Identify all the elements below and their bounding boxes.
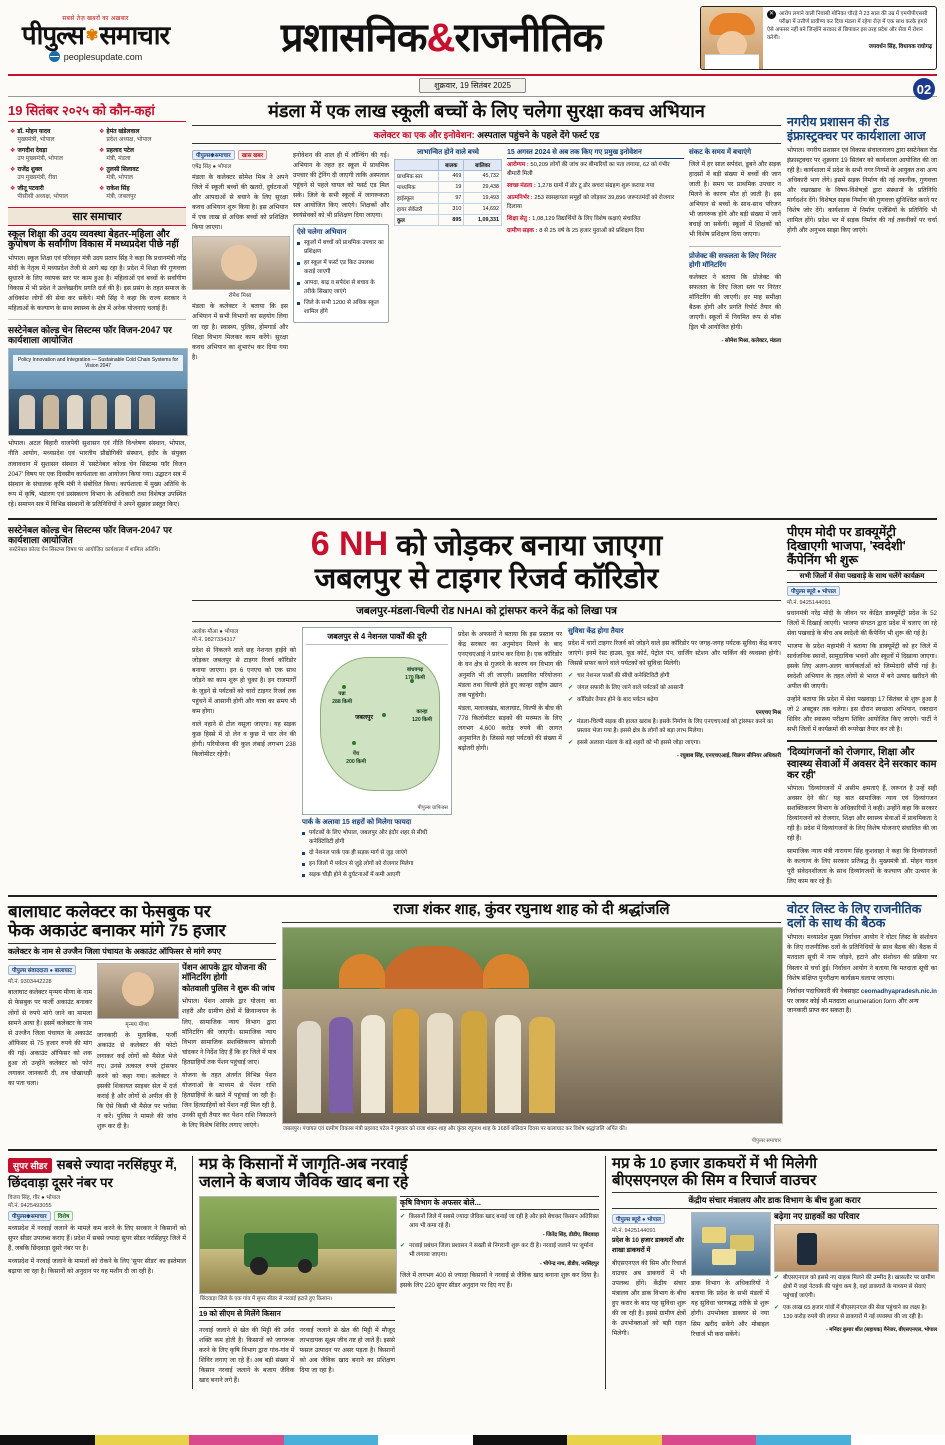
table-row: माध्यमिक 19 29,438 xyxy=(395,182,502,193)
balaghat-headline-1: बालाघाट कलेक्टर का फेसबुक पर xyxy=(8,902,211,922)
subhead-prefix: कलेक्टर का एक और इनोवेशन: xyxy=(373,130,475,141)
left-story2-headline: सस्टेनेबल कोल्ड चेन सिस्टम्स फॉर विजन-2047 पर कार्यशाला आयोजित xyxy=(8,325,172,346)
website-label: निर्वाचन पदाधिकारी की वेबसाइट xyxy=(787,987,860,995)
list-item: हर स्कूल में फर्स्ट एड किट उपलब्ध कराई जाएगी xyxy=(297,259,385,277)
seeder-mobile: मो.नं. 9425493055 xyxy=(8,1203,52,1210)
list-item: शिक्षा सेतु : 1,08,129 विद्यार्थियों के लिए विशेष कक्षाएं संचालित xyxy=(507,216,641,223)
lead-col-1 xyxy=(192,627,296,882)
list-item: स्कूलों में बच्चों को प्राथमिक उपचार का प्रशिक्षण xyxy=(297,239,385,257)
mid-top-headline: मंडला में एक लाख स्कूली बच्चों के लिए चलेगा सुरक्षा कवच अभियान xyxy=(268,101,705,121)
quote-sign: - जितेंद्र सिंह, डीडीए, छिंदवाड़ा xyxy=(542,1231,599,1238)
risk-text: जिले में हर साल सर्पदंश, डूबने और सड़क हादसों में बड़ी संख्या में बच्चों की जान जाती है। समय पर प्राथमिक उपचार न मिलने के कारण मौत हो जाती है। इस अभियान से बच्चों के साथ-साथ परिजन भी जागरूक होंगे और बड़ी संख्या में जानें बचाई जा सकेंगी। स्कूलों में शिक्षकों को भी विशेष प्रशिक्षण दिया जाएगा। xyxy=(689,161,781,239)
list-item xyxy=(97,145,186,164)
list-item xyxy=(97,126,186,145)
mid-text-2: इनोवेशन की शाल ही में लॉन्चिंग की गई। अभियान के तहत हर स्कूल में प्राथमिक उपचार की ट्रेनिंग दी जाएगी ताकि अस्पताल पहुंचने से पहले घायल को फर्स्ट एड मिल सके। जिले के सभी स्कूलों में जागरूकता सत्र आयोजित किए जाएंगे। शिक्षकों और स्वयंसेवकों को भी प्रशिक्षण दिया जाएगा। xyxy=(293,152,389,220)
masthead-logo-block xyxy=(8,14,183,62)
bullet-icon: ❖ xyxy=(10,186,16,193)
map-label-jabalpur: जबलपुर xyxy=(355,715,373,722)
politician-photo xyxy=(701,7,763,69)
reg-yellow-2 xyxy=(567,1435,662,1445)
website-line[interactable] xyxy=(8,51,183,62)
quote-sign: - भीपेन्द्र नाथ, डीडीए, नरसिंहपुर xyxy=(540,1260,599,1267)
list-item: ✔ इससे अलावा मंडला के बड़े शहरों को भी इससे जोड़ा जाएगा। xyxy=(568,739,781,748)
byline-tag: पीपुल्स✾समाचार xyxy=(192,150,235,160)
farm-photo xyxy=(199,1196,397,1294)
list-item xyxy=(8,145,97,164)
reg-cyan-2 xyxy=(756,1435,851,1445)
mid-top-body xyxy=(192,148,781,366)
sar-samachar-bar: सार समाचार xyxy=(8,207,186,226)
mid-band xyxy=(8,902,937,1143)
bullet-icon: ❖ xyxy=(99,186,105,193)
bsnl-block xyxy=(605,1156,937,1390)
tribute-photo xyxy=(282,927,783,1124)
collector-portrait xyxy=(97,963,179,1019)
table-row: कुल 895 1,09,331 xyxy=(395,215,502,226)
organic-right-col xyxy=(400,1196,599,1390)
list-item: ग्रामीण सड़क : 8 से 25 वर्ष के 25 हजार युवाओं को प्रशिक्षण दिया xyxy=(507,228,645,235)
th-blank xyxy=(395,160,439,171)
mid-col-3 xyxy=(394,148,502,366)
person-place: पीसीसी अध्यक्ष, भोपाल xyxy=(17,194,68,201)
pension-text-2: योजना के तहत अंतर्गत विभिन्न पेंशन योजनाओं के माध्यम से पेंशन राशि हितग्राहियों के खाते में पहुंचाई जा रही है। जिन हितग्राहियों को पेंशन नहीं मिल रही है, उनकी सूची तैयार कर पेंशन राशि निकालने के लिए विशेष शिविर लगाए जाएंगे। xyxy=(182,1071,276,1129)
seeder-text-1: मध्यप्रदेश में नरवाई जलाने के मामले कम करने के लिए सरकार ने किसानों को सुपर सीडर उपलब्ध कराए हैं। प्रदेश में सबसे ज्यादा सुपर सीडर नरसिंहपुर जिले में हैं, जबकि छिंदवाड़ा दूसरे नंबर पर है। xyxy=(8,1225,186,1253)
organic-headline-2: जलाने के बजाय जैविक खाद बना रहे xyxy=(199,1173,409,1191)
subhead-text: अस्पताल पहुंचने के पहले देंगे फर्स्ट एड xyxy=(477,130,600,141)
voter-text: भोपाल। मध्यप्रदेश मुख्य निर्वाचन आयोग ने वोटर लिस्ट के संशोधन के लिए राजनीतिक दलों के प्रतिनिधियों के साथ बैठक की। बैठक में मतदाता सूची में नाम जोड़ने, हटाने और संशोधन की प्रक्रिया पर विस्तार से चर्चा हुई। निर्वाचन आयोग ने बताया कि मतदाता सूची का विशेष संक्षिप्त पुनरीक्षण कार्यक्रम चलाया जाएगा। xyxy=(787,934,937,982)
list-item xyxy=(8,184,97,203)
organic-text-1: नरवाई जलाने से खेत की मिट्टी की उर्वरा शक्ति कम होती है। किसानों को जागरूक करने के लिए कृषि विभाग द्वारा गांव-गांव में शिविर लगाए जा रहे हैं। अब बड़ी संख्या में किसान नरवाई जलाने के बजाय जैविक खाद बनाने लगे हैं। xyxy=(199,1327,295,1385)
farm-photo-caption: छिंदवाड़ा जिले के एक गांव में सुपर सीडर से नरवाई हटाते हुए किसान। xyxy=(200,1295,333,1302)
balaghat-headline-2: फेक अकाउंट बनाकर मांगे 75 हजार xyxy=(8,921,226,941)
project-text: कलेक्टर ने बताया कि प्रोजेक्ट की सफलता के लिए जिला स्तर पर निरंतर मॉनिटरिंग की जाएगी। हर माह समीक्षा बैठक होगी और प्रगति रिपोर्ट तैयार की जाएगी। स्कूलों में नियमित रूप से मॉक ड्रिल भी आयोजित होगी। xyxy=(689,273,781,331)
promo-text: आरोप लगाने वाली निवासी मोनिका चौरड़े ने 23 साल की उम्र में एमपीपीएससी परीक्षा में उत्तीर्ण प्रावीण्य कर दिया मंडला में रहेगा रोज़ में एक साथ करके हमारे ऐसे अफसर नहीं बने जिन्होंने सरकार से छिपाकर इस तरह प्रदेश और सेवा में रोशन करेगी। xyxy=(767,11,928,42)
bsnl-text-1: बीएसएनएल की सिम और रिचार्ज वाउचर अब डाकघरों में भी उपलब्ध होंगे। केंद्रीय संचार मंत्रालय और डाक विभाग के बीच हुए करार के बाद यह सुविधा शुरू की जा रही है। इससे ग्रामीण क्षेत्रों के उपभोक्ताओं को बड़ी राहत मिलेगी। xyxy=(612,1259,686,1337)
tribute-headline: राजा शंकर शाह, कुंवर रघुनाथ शाह को दी श्रद्धांजलि xyxy=(282,902,781,923)
photo-credit: पीपुल्स समाचार xyxy=(751,1137,781,1144)
lead-section xyxy=(8,525,937,891)
organic-body xyxy=(199,1196,599,1390)
bsnl-headline-2: बीएसएनएल की सिम व रिचार्ज वाउचर xyxy=(612,1171,817,1189)
logo-sub: समाचार xyxy=(99,20,170,50)
bsnl-signature: - मनिंदर कुमार शीत (सहायक) मैनेजर, बीएसएनएल, भोपाल xyxy=(826,1326,937,1333)
reporter-mobile: मो.नं. 9303442228 xyxy=(8,979,52,986)
list-item: ✔ कॉरिडोर तैयार होने के बाद पर्यटन बढ़ेगा xyxy=(568,696,781,705)
left-story2-text: भोपाल। अटल बिहारी वाजपेयी सुशासन एवं नीति विश्लेषण संस्थान, भोपाल, नीति आयोग, मध्यप्रदेश एवं भारतीय प्रौद्योगिकी संस्थान, इंदौर के संयुक्त तत्वावधान में सुशासन संस्थान में 'सस्टेनेबल कोल्ड चेन सिस्टम्स फॉर विजन 2047' विषय पर एक दिवसीय कार्यशाला का आयोजन किया गया। उद्घाटन सत्र में संस्थान के संचालक कृषि मंत्री ने संबोधित किया। कार्यशाला में मुख्य अतिथि के रूप में कृषि, भंडारण एवं प्रसंस्करण विभाग के अधिकारी तथा विशेषज्ञ उपस्थित रहे। समापन सत्र में विभिन्न संस्थानों के प्रतिनिधियों ने अपने सुझाव प्रस्तुत किए। xyxy=(8,440,186,508)
divider xyxy=(8,319,186,320)
list-item xyxy=(8,126,97,145)
bsnl-points xyxy=(774,1274,937,1322)
lead-right-column xyxy=(787,525,937,891)
list-item: इन जिलों में पर्यटन से जुड़े लोगों को रोजगार मिलेगा xyxy=(302,860,452,869)
modi-doc-headline: पीएम मोदी पर डाक्यूमेंट्री दिखाएगी भाजपा, 'स्वदेशी' कैंपेनिंग भी शुरू xyxy=(787,524,906,567)
balaghat-col-1 xyxy=(8,963,92,1134)
organic-text-3: जिले में लगभग 400 से ज्यादा किसानों ने नरवाई से जैविक खाद बनाना शुरू कर दिया है। इसके लिए 220 सुपर सीडर अनुदान पर दिए गए हैं। xyxy=(400,1271,599,1289)
photo-caption: रोमेश मिश्रा xyxy=(228,293,252,300)
list-item: ✔ मंडला-चिल्पी सड़क की हालत खराब है। इसके निर्माण के लिए एनएचएआई को ट्रांसफर करने का प्रस्ताव भेजा गया है। इससे क्षेत्र के लोगों को बड़ा लाभ मिलेगा। xyxy=(568,718,781,736)
pension-subhead: कोतवाली पुलिस ने शुरू की जांच xyxy=(182,984,275,994)
seeder-badge-row xyxy=(8,1156,186,1174)
voter-website-block[interactable] xyxy=(787,987,937,1017)
person-place: मंत्री, मंडला xyxy=(106,155,131,162)
beneficiary-table-title: लाभान्वित होने वाले बच्चे xyxy=(417,149,479,157)
innovation-title: 15 अगस्त 2024 से अब तक किए गए प्रमुख इनोवेशन xyxy=(507,148,684,159)
person-place: उप मुख्यमंत्री, रीवा xyxy=(17,174,58,181)
project-signature: - सोमेश मिश्रा, कलेक्टर, मंडला xyxy=(721,337,781,344)
table-row: हायर सेकेंडरी 310 14,692 xyxy=(395,204,502,215)
bsnl-body xyxy=(612,1212,937,1342)
table-row: हाईस्कूल 97 19,493 xyxy=(395,193,502,204)
list-item: सड़क चौड़ी होने से दुर्घटनाओं में कमी आएगी xyxy=(302,871,452,880)
right-top-headline: नगरीय प्रशासन की रोड इंफ्रास्ट्रक्चर पर कार्यशाला आज xyxy=(787,115,926,143)
lead-body xyxy=(192,627,781,882)
lead-head-rest: को जोड़कर बनाया जाएगा xyxy=(396,529,663,562)
bottom-band xyxy=(8,1156,937,1390)
byline xyxy=(612,1214,686,1224)
lead-map-col xyxy=(302,627,452,882)
reg-black-2 xyxy=(473,1435,568,1445)
table-header-row xyxy=(395,160,502,171)
lead-nh-count: 6 NH xyxy=(310,524,389,563)
byline: पीपुल्स✾समाचार विशेष xyxy=(8,1211,186,1221)
mid-col-4 xyxy=(507,148,684,366)
mid-text-1: मंडला के कलेक्टर सोमेश मिश्र ने अपने जिले में स्कूली बच्चों की खतरों, दुर्घटनाओं और आपदाओं से बचाने के लिए सुरक्षा कवच अभियान शुरू किया है। इस अभियान में एक लाख से अधिक बच्चों को प्रशिक्षित किया जाएगा। xyxy=(192,174,288,232)
modi-text-1: प्रधानमंत्री नरेंद्र मोदी के जीवन पर केंद्रित डाक्यूमेंट्री प्रदेश के 52 जिलों में दिखाई जाएगी। भाजपा संगठन द्वारा प्रदेश में चलाए जा रहे सेवा पखवाड़े के बीच अब स्वदेशी की कैंपेनिंग भी शुरू की गई है। xyxy=(787,609,937,637)
person-name: राकेश सिंह xyxy=(106,186,130,193)
mid-col-2 xyxy=(293,148,389,366)
organic-sub-left: 19 को सीएम से मिलेंगे किसान xyxy=(199,1307,395,1321)
dateline-date: शुक्रवार, 19 सितंबर 2025 xyxy=(419,78,526,93)
pension-block xyxy=(182,963,276,1134)
seeder-reporter: विजय सिंह, गौर ● भोपाल xyxy=(8,1195,60,1202)
map-label-bandhavgarh: बांधवगढ़ 170 किमी xyxy=(405,667,425,682)
campaign-points xyxy=(297,239,385,317)
person-place: मंत्री, भोपाल xyxy=(106,174,133,181)
person-name: हेमंत खंडेलवाल xyxy=(106,128,140,135)
masthead-kicker: सबसे तेज़ खबरों का अख़बार xyxy=(62,16,129,22)
seeder-block xyxy=(8,1156,186,1390)
list-item: दो नेशनल पार्क एक ही सड़क मार्ग से जुड़ जाएंगे xyxy=(302,849,452,858)
lead-left-spacer xyxy=(8,525,186,891)
reporter-mobile: मो.नं. 9425144091 xyxy=(612,1228,656,1235)
list-item: ✔ जंगल सफारी के लिए जाने वाले पर्यटकों को आसानी xyxy=(568,684,781,693)
th-boys: बालक xyxy=(439,160,464,171)
mid-col-1 xyxy=(192,148,288,366)
masthead-logo xyxy=(8,22,183,48)
seeder-head-2: छिंदवाड़ा दूसरे नंबर पर xyxy=(8,1174,113,1190)
benefit-title: पार्क के अलावा 15 शहरों को मिलेगा फायदा xyxy=(302,819,412,827)
lead-reporter: अलोक मौआ ● भोपाल xyxy=(192,629,239,636)
voter-website-url[interactable]: ceomadhyapradesh.nic.in xyxy=(860,987,937,995)
person-name: डॉ. मोहन यादव xyxy=(17,128,51,135)
tribute-block xyxy=(282,902,781,1143)
balaghat-subhead: कलेक्टर के नाम से उज्जैन जिला पंचायत के अकाउंट ऑफिसर से मांगे रुपए xyxy=(8,943,276,960)
person-name: राजेंद्र शुक्ल xyxy=(17,166,43,173)
reg-black xyxy=(0,1435,95,1445)
masthead xyxy=(8,6,937,76)
title-part1: प्रशासनिक xyxy=(280,16,427,60)
list-item xyxy=(400,1242,599,1268)
lead-mobile: मो.नं. 9827334317 xyxy=(192,637,236,644)
balaghat-text-2: जानकारी के मुताबिक, फर्जी अकाउंट से कलेक्टर की फोटो लगाकर कई लोगों को मैसेज भेजे गए। उनसे तत्काल रुपये ट्रांसफर करने को कहा गया। कलेक्टर ने इसकी शिकायत साइबर सेल में दर्ज कराई है और लोगों से अपील की है कि ऐसे किसी भी मैसेज पर भरोसा न करें। पुलिस ने मामले की जांच शुरू कर दी है। xyxy=(97,1032,177,1130)
reg-white xyxy=(378,1435,473,1445)
table-row: प्राथमिक स्तर 469 45,732 xyxy=(395,171,502,182)
portrait-caption: मृन्मय मीणा xyxy=(125,1022,149,1029)
seeder-head-rest: सबसे ज्यादा नरसिंहपुर में, xyxy=(56,1156,177,1172)
divider xyxy=(8,895,937,897)
list-item xyxy=(97,184,186,203)
collector-photo xyxy=(192,236,290,290)
seeder-text-2: मध्यप्रदेश में नरवाई जलाने के मामलों को रोकने के लिए 'सुपर सीडर' का इस्तेमाल बढ़ाया जा रहा है। किसानों को अनुदान पर यह मशीन दी जा रही है। xyxy=(8,1258,186,1276)
th-girls: बालिका xyxy=(464,160,502,171)
bullet-icon: ❖ xyxy=(99,147,105,154)
byline xyxy=(8,965,92,975)
bullet-icon: ❖ xyxy=(10,147,16,154)
byline-tag: पीपुल्स ब्यूरो ● भोपाल xyxy=(612,1214,665,1224)
lead-text-3: मंडला, मलाजखंड, बालाघाट, चिल्पी के बीच की 778 किलोमीटर सड़कों की मरम्मत के लिए लगभग 4,600 करोड़ रुपये की लागत अनुमानित है। जिससे यहां पर्यटकों की संख्या में बढ़ोतरी होगी। xyxy=(458,704,562,752)
left-story2-head-dup: सस्टेनेबल कोल्ड चेन सिस्टम्स फॉर विजन-2047 पर कार्यशाला आयोजित xyxy=(8,524,172,545)
quote-text: नरवाई प्रबंधन जिला प्रशासन ने सख्ती से निगरानी शुरू कर दी है। नरवाई जलाने पर जुर्माना भी लगाया जाएगा। xyxy=(409,1242,594,1258)
bsnl-col-2 xyxy=(691,1212,769,1342)
officer-quotes xyxy=(400,1213,599,1268)
reg-magenta xyxy=(189,1435,284,1445)
divider xyxy=(689,246,781,247)
hand-phone-photo xyxy=(774,1224,939,1272)
list-item xyxy=(97,164,186,183)
website-url: peoplesupdate.com xyxy=(63,51,143,62)
organic-sub-right: कृषि विभाग के अफसर बोले... xyxy=(400,1196,599,1210)
balaghat-col-2 xyxy=(97,963,177,1134)
bullet-icon: ❖ xyxy=(10,166,16,173)
bullet-icon: ❖ xyxy=(10,128,16,135)
reg-magenta-2 xyxy=(662,1435,757,1445)
organic-text-2: नरवाई जलाने से खेत की मिट्टी में मौजूद लाभदायक सूक्ष्म जीव नष्ट हो जाते हैं। इससे फसल उत्पादन पर असर पड़ता है। किसानों को अब जैविक खाद बनाने का प्रशिक्षण दिया जा रहा है। xyxy=(299,1327,395,1375)
list-item xyxy=(400,1213,599,1239)
person-place: प्रदेश अध्यक्ष, भोपाल xyxy=(106,136,152,143)
lead-text-4: वाले नहाने से टोल वसूला जाएगा। यह सड़क कुछ हिस्से में दो लेन व कुछ में चार लेन की होगी। परियोजना की कुल लंबाई लगभग 238 किलोमीटर रहेगी। xyxy=(192,720,296,758)
organic-headline-1: मप्र के किसानों में जागृति-अब नरवाई xyxy=(199,1155,408,1173)
list-item: ✔ चार नेशनल पार्कों की सीधी कनेक्टिविटी होगी xyxy=(568,672,781,681)
organic-block xyxy=(192,1156,599,1390)
bsnl-subhead: केंद्रीय संचार मंत्रालय और डाक विभाग के बीच हुआ करार xyxy=(612,1192,937,1209)
bsnl-headline-1: मप्र के 10 हजार डाकघरों में भी मिलेगी xyxy=(612,1154,818,1172)
list-item: स्वच्छ मंडला : 1,278 ग्रामों में डोर टू डोर कचरा संग्रहण शुरू कराया गया xyxy=(507,183,655,190)
person-place: मंत्री, जबलपुर xyxy=(106,194,136,201)
promo-text-block xyxy=(763,7,936,69)
bsnl-col-1 xyxy=(612,1212,686,1342)
reg-white-2 xyxy=(851,1435,945,1445)
organic-photo-col xyxy=(199,1196,395,1390)
tribute-caption: जबलपुर। पंचायत एवं ग्रामीण विकास मंत्री प्रहलाद पटेल ने गुरुवार को राजा शंकर शाह और कुंवर रघुनाथ शाह के 168वें बलिदान दिवस पर बालाघाट कर विशेष श्रद्धांजलि अर्पित की। xyxy=(283,1126,627,1133)
campaign-box-title: ऐसे चलेगा अभियान xyxy=(297,229,347,237)
logo-main: पीपुल्स xyxy=(21,20,84,50)
voter-block xyxy=(787,902,937,1143)
list-item: पर्यटकों के लिए भोपाल, जबलपुर और इंदौर शहर से सीधी कनेक्टिविटी होगी xyxy=(302,829,452,847)
left-column xyxy=(8,101,186,513)
facility-title: सुविधा केंद्र होगा तैयार xyxy=(568,628,624,636)
pension-text-1: भोपाल। पेंशन आपके द्वार योजना का शहरी और ग्रामीण क्षेत्रों में क्रियान्वयन के लिए, सामाजिक न्याय विभाग द्वारा मॉनिटरिंग की जाएगी। सामाजिक न्याय विभाग सामाजिक सशक्तिकरण सोनाली चांदकर ने निर्देश दिए हैं कि हर जिले में पात्र हितग्राहियों तक पेंशन पहुंचाई जाए। xyxy=(182,998,276,1066)
lead-check-points-2 xyxy=(568,718,781,748)
person-place: मुख्यमंत्री, भोपाल xyxy=(17,136,55,143)
lead-sign-1: - रघुबाब सिंह, एनएचएआई, चिन्नगर सीनियर अधिकारी xyxy=(677,753,781,760)
map-canvas xyxy=(306,645,448,803)
lead-check-points xyxy=(568,672,781,705)
x-logo-icon: ✕ xyxy=(768,11,775,17)
project-title: प्रोजेक्ट की सफलता के लिए निरंतर होगी मॉनिटरिंग xyxy=(689,252,777,269)
reg-cyan xyxy=(284,1435,379,1445)
lead-text-1: प्रदेश से निकलने वाले छह नेशनल हाईवे को जोड़कर जबलपुर से टाइगर रिजर्व कॉरिडोर बनाया जाएगा। इन 6 एनएच को एक साथ जोड़ने का काम शुरू हो चुका है। इन राजमार्गों के जुड़ने से पर्यटकों को चारों टाइगर रिजर्व तक पहुंचने में आसानी होगी और यात्रा का समय भी कम होगा। xyxy=(192,647,296,715)
mid-text-3: मंडला के कलेक्टर ने बताया कि इस अभियान में सभी विभागों का सहयोग लिया जा रहा है। स्वास्थ्य, पुलिस, होमगार्ड और शिक्षा विभाग मिलकर काम करेंगे। सुरक्षा कवच अभियान का शुभारंभ कर दिया गया है। xyxy=(192,303,288,361)
organic-sub-cols xyxy=(199,1323,395,1389)
sim-photo xyxy=(691,1212,771,1276)
promo-signature: जयवर्धन सिंह, विधायक राघोगढ़ xyxy=(868,44,932,51)
mid-top-subhead xyxy=(192,125,781,144)
map-label-panna: पन्ना 288 किमी xyxy=(332,691,352,706)
byline-label: खास खबर xyxy=(238,150,267,160)
byline-tag: पीपुल्स ब्यूरो ● भोपाल xyxy=(787,586,840,596)
right-column xyxy=(787,101,937,513)
person-name: प्रहलाद पटेल xyxy=(106,147,134,154)
list-item: जिले के सभी 1200 से अधिक स्कूल शामिल होंगे xyxy=(297,299,385,317)
kurta-shape xyxy=(705,54,759,69)
list-item xyxy=(8,164,97,183)
innovation-list xyxy=(507,161,684,236)
lead-col-2 xyxy=(458,627,562,882)
voter-headline: वोटर लिस्ट के लिए राजनीतिक दलों के साथ की बैठक xyxy=(787,902,922,931)
title-part2: राजनीतिक xyxy=(454,16,603,60)
map-title: जबलपुर से 4 नेशनल पार्कों की दूरी xyxy=(306,631,448,645)
list-item: ✔ एक लाख 65 हजार गांवों में बीएसएनएल की सेवा पहुंचाने का लक्ष्य है। 139 करोड़ रुपये की लागत से डाकघरों में नई व्यवस्था की जा रही है। xyxy=(774,1304,937,1322)
list-item: आरोग्यम : 50,209 लोगों की जांच कर बीमारियों का पता लगाया, 62 को गंभीर बीमारी मिली xyxy=(507,162,670,178)
modi-doc-subhead: सभी जिलों में सेवा पखवाड़े के साथ चलेंगे कार्यक्रम xyxy=(787,570,937,583)
divyang-sign-text: सामाजिक न्याय मंत्री नारायण सिंह कुशवाहा ने कहा कि दिव्यांगजनों के कल्याण के लिए सरकार प्रतिबद्ध है। मुख्यमंत्री डॉ. मोहन यादव पूरी संवेदनशीलता के साथ दिव्यांगजनों के कल्याण और उत्थान के लिए काम कर रहे हैं। xyxy=(787,848,937,886)
modi-text-2: भाजपा के प्रदेश महामंत्री ने बताया कि डाक्यूमेंट्री को हर जिले में सार्वजनिक स्थानों, सामुदायिक भवनों और स्कूलों में दिखाया जाएगा। इसके लिए अलग-अलग कार्यकर्ताओं को जिम्मेदारी सौंपी गई है। स्वदेशी अभियान के तहत लोगों से भारत में बने उत्पाद खरीदने की अपील की जाएगी। xyxy=(787,642,937,691)
photo-banner-text: Policy Innovation and Integration — Sustainable Cold Chain Systems for Vision 2047 xyxy=(13,355,183,371)
person-place: उप मुख्यमंत्री, भोपाल xyxy=(17,155,63,162)
beneficiary-table xyxy=(394,159,502,226)
benefit-points xyxy=(302,829,452,880)
left-photo-caption: सस्टेनेबल कोल्ड चेन सिस्टम्स विषय पर आयोजित कार्यशाला में शामिल अतिथि। xyxy=(9,546,161,553)
masthead-promo-card xyxy=(700,6,937,70)
risk-title: संकट के समय में बचाएंगे xyxy=(689,149,752,157)
voter-text-2: पर जाकर कोई भी मतदाता enumeration form और अन्य जानकारी प्राप्त कर सकता है। xyxy=(787,997,919,1015)
balaghat-body xyxy=(8,963,276,1134)
map-label-pench: पेंच 200 किमी xyxy=(346,751,366,766)
list-item: ✔ बीएसएनएल को इससे नए ग्राहक मिलने की उम्मीद है। खासतौर पर ग्रामीण क्षेत्रों में जहां नेटवर्क की पहुंच कम है, वहां डाकघरों के माध्यम से सेवाएं पहुंचाई जाएंगी। xyxy=(774,1274,937,1301)
bullet-icon: ❖ xyxy=(99,166,105,173)
bsnl-col-3 xyxy=(774,1212,937,1342)
campaign-box xyxy=(293,224,389,323)
lead-col-3 xyxy=(568,627,781,882)
flower-icon: ✾ xyxy=(85,26,98,44)
who-where-title: 19 सितंबर २०२५ को कौन-कहां xyxy=(8,101,186,122)
divyang-text: भोपाल। 'दिव्यांगजनों में असीम क्षमताएं हैं, जरूरत है उन्हें सही अवसर देने की।' यह बात सामाजिक न्याय एवं दिव्यांगजन सशक्तिकरण विभाग के अधिकारियों ने कही। उन्होंने कहा कि सरकार दिव्यांगजनों को रोजगार, शिक्षा और स्वास्थ्य सेवाओं में प्राथमिकता दे रही है। प्रदेश में दिव्यांगजनों के लिए विशेष योजनाएं संचालित की जा रही हैं। xyxy=(787,784,937,843)
super-seeder-badge: सुपर सीडर xyxy=(8,1158,52,1173)
quote-text: किसानों जिले में सबसे ज्यादा जैविक खाद बनाई जा रही है और इसे बेचकर किसान अतिरिक्त आय भी कमा रहे हैं। xyxy=(409,1213,599,1229)
title-amp: & xyxy=(426,16,455,60)
person-name: जीतू पटवारी xyxy=(17,186,44,193)
who-where-list xyxy=(8,126,186,203)
balaghat-block xyxy=(8,902,276,1143)
top-section xyxy=(8,101,937,513)
byline-tag: पीपुल्स✾समाचार xyxy=(8,1211,51,1221)
divider xyxy=(8,1149,937,1151)
color-registration-bar xyxy=(0,1435,945,1445)
divyang-headline: 'दिव्यांगजनों को रोजगार, शिक्षा और स्वास्थ्य सेवाओं में अवसर देने सरकार काम कर रही' xyxy=(787,747,937,781)
bsnl-highlight: प्रदेश के 10 हजार डाकघरों और शाखा डाकघरों में xyxy=(612,1237,684,1254)
middle-column xyxy=(192,101,781,513)
masthead-title-block xyxy=(183,18,700,58)
lead-headline-line2: जबलपुर से टाइगर रिजर्व कॉरिडोर xyxy=(314,562,659,595)
reporter-mobile: मो.नं. 9425144091 xyxy=(787,599,831,606)
reporter-line: एषेंद्र सिंह ● भोपाल xyxy=(192,164,232,171)
lead-text-2: प्रदेश के अफसरों ने बताया कि इस प्रस्ताव पर केंद्र सरकार का अनुमोदन मिलने के बाद एनएचएआई ने प्रारंभ कर दिया है। एक कॉरिडोर के वन क्षेत्र से गुजरने के कारण वन विभाग की अनुमति भी ली जाएगी। प्रस्तावित परियोजना मंडला तथा चिल्पी होते हुए कान्हा राष्ट्रीय उद्यान तक पहुंचेगी। xyxy=(458,631,562,699)
distance-map xyxy=(302,627,452,815)
right-top-text: भोपाल। नगरीय प्रशासन एवं विकास संचालनालय द्वारा सस्टेनेबल रोड इंफ्रास्ट्रक्चर पर शुक्रवार 19 सितंबर को कार्यशाला आयोजित की जा रही है। कार्यशाला में प्रदेश के सभी नगर निगमों के आयुक्त तथा अन्य अधिकारी भाग लेंगे। इसमें सड़क निर्माण की नई तकनीक, गुणवत्ता और रखरखाव के विषय-विशेषज्ञों द्वारा संस्थानों के प्रतिनिधि मार्गदर्शन देंगे। विशेषज्ञ सड़क निर्माण की गुणवत्ता सुनिश्चित करने पर विशेष जोर देंगे। कार्यशाला में निर्माण एजेंसियों के प्रतिनिधि भी शामिल होंगे। प्रदेश भर में सड़क निर्माण की नई तकनीकों पर चर्चा होगी और अनुभव साझा किए जाएंगे। xyxy=(787,147,937,235)
bsnl-text-2: डाक विभाग के अधिकारियों ने बताया कि प्रदेश के सभी मंडलों में यह सुविधा चरणबद्ध तरीके से शुरू होगी। उपभोक्ता डाकघर से नया सिम खरीद सकेंगे और मोबाइल रिचार्ज भी करा सकेंगे। xyxy=(691,1280,769,1338)
map-label-kanha: कान्हा 120 किमी xyxy=(412,709,432,724)
reg-yellow xyxy=(95,1435,190,1445)
left-story1-text: भोपाल। स्कूल शिक्षा एवं परिवहन मंत्री उदय प्रताप सिंह ने कहा कि प्रधानमंत्री नरेंद्र मोदी के नेतृत्व में मध्यप्रदेश तेजी से आगे बढ़ रहा है। प्रदेश में शिक्षा की गुणवत्ता सुधारने के लिए व्यापक स्तर पर काम हुआ है। महिलाओं एवं बच्चों के सर्वांगीण विकास में भी प्रदेश ने उल्लेखनीय प्रगति दर्ज की है। इस प्रसंग के तहत समाज के अधिकांश लोगों की सेवा कर सकेंगे। मंत्री सिंह ने कहा कि राज्य सरकार ने महिलाओं के कल्याण के साथ स्वास्थ्य के क्षेत्र में अनेक योजनाएं चलाई हैं। xyxy=(8,255,186,313)
lead-headline-line1 xyxy=(192,525,781,563)
pension-headline: पेंशन आपके द्वार योजना की मॉनिटरिंग होगी xyxy=(182,962,267,982)
byline xyxy=(787,586,937,596)
map-credit: पीपुल्स ग्राफिक्स xyxy=(417,805,448,812)
modi-text-3: उन्होंने बताया कि प्रदेश में सेवा पखवाड़ा 17 सितंबर से शुरू हुआ है जो 2 अक्टूबर तक चलेगा। इस दौरान स्वच्छता अभियान, रक्तदान शिविर और स्वास्थ्य परीक्षण शिविर आयोजित किए जाएंगे। पार्टी ने सभी जिलों में कार्यक्रमों की रूपरेखा तैयार कर ली है। xyxy=(787,696,937,734)
dateline xyxy=(8,76,937,97)
lead-sign-2: एनएचए मिश्र xyxy=(755,710,781,717)
left-story1-headline: स्कूल शिक्षा की उदय व्यवस्था बेहतर-महिला और कुपोषण के सर्वांगीण विकास में मध्यप्रदेश पीछे नहीं xyxy=(8,228,179,251)
page-title xyxy=(183,18,700,58)
bullet-icon: ❖ xyxy=(99,128,105,135)
list-item: आपदा, बाढ़ व सर्पदंश से बचाव के तरीके सिखाए जाएंगे xyxy=(297,279,385,297)
byline-tag: पीपुल्स संवाददाता ● बालाघाट xyxy=(8,965,76,975)
divider xyxy=(8,518,937,520)
balaghat-text-1: बालाघाट कलेक्टर मृन्मय मीणा के नाम से फेसबुक पर फर्जी अकाउंट बनाकर लोगों से रुपये मांगे जाने का मामला सामने आया है। इसमें कलेक्टर के नाम से उज्जैन जिला पंचायत के अकाउंट ऑफिसर से 75 हजार रुपये की मांग की गई। अकाउंट ऑफिसर को शक हुआ तो उन्होंने कलेक्टर को फोन लगाकर जानकारी दी, तब धोखाधड़ी का पता चला। xyxy=(8,989,92,1087)
list-item: आत्मनिर्भर : 253 स्वसहायता समूहों को जोड़कर 39,896 जरूरतमंदों को रोजगार दिलाया xyxy=(507,195,675,211)
workshop-photo xyxy=(8,348,188,436)
lead-headline xyxy=(192,525,781,596)
lead-subhead: जबलपुर-मंडला-चिल्पी रोड NHAI को ट्रांसफर करने केंद्र को लिखा पत्र xyxy=(192,600,781,622)
bsnl-side-head: बढ़ेगा नए ग्राहकों का परिवार xyxy=(774,1211,860,1222)
globe-icon xyxy=(49,51,60,62)
facility-text: प्रदेश में चारों टाइगर रिजर्व को जोड़ने वाले इस कॉरिडोर पर जगह-जगह पर्यटक सुविधा केंद्र बनाए जाएंगे। इनमें रेस्ट हाउस, फूड कोर्ट, पेट्रोल पंप, चार्जिंग स्टेशन और पार्किंग की व्यवस्था होगी। जिससे सफर करने वाले पर्यटकों को सुविधा मिलेगी। xyxy=(568,640,781,668)
lead-main xyxy=(192,525,781,891)
page-number-badge: 02 xyxy=(913,78,935,100)
byline xyxy=(192,150,288,160)
divider xyxy=(787,740,937,742)
mid-col-5 xyxy=(689,148,781,366)
person-name: तुलसी सिलावट xyxy=(106,166,139,173)
person-name: जगदीश देवड़ा xyxy=(17,147,47,154)
